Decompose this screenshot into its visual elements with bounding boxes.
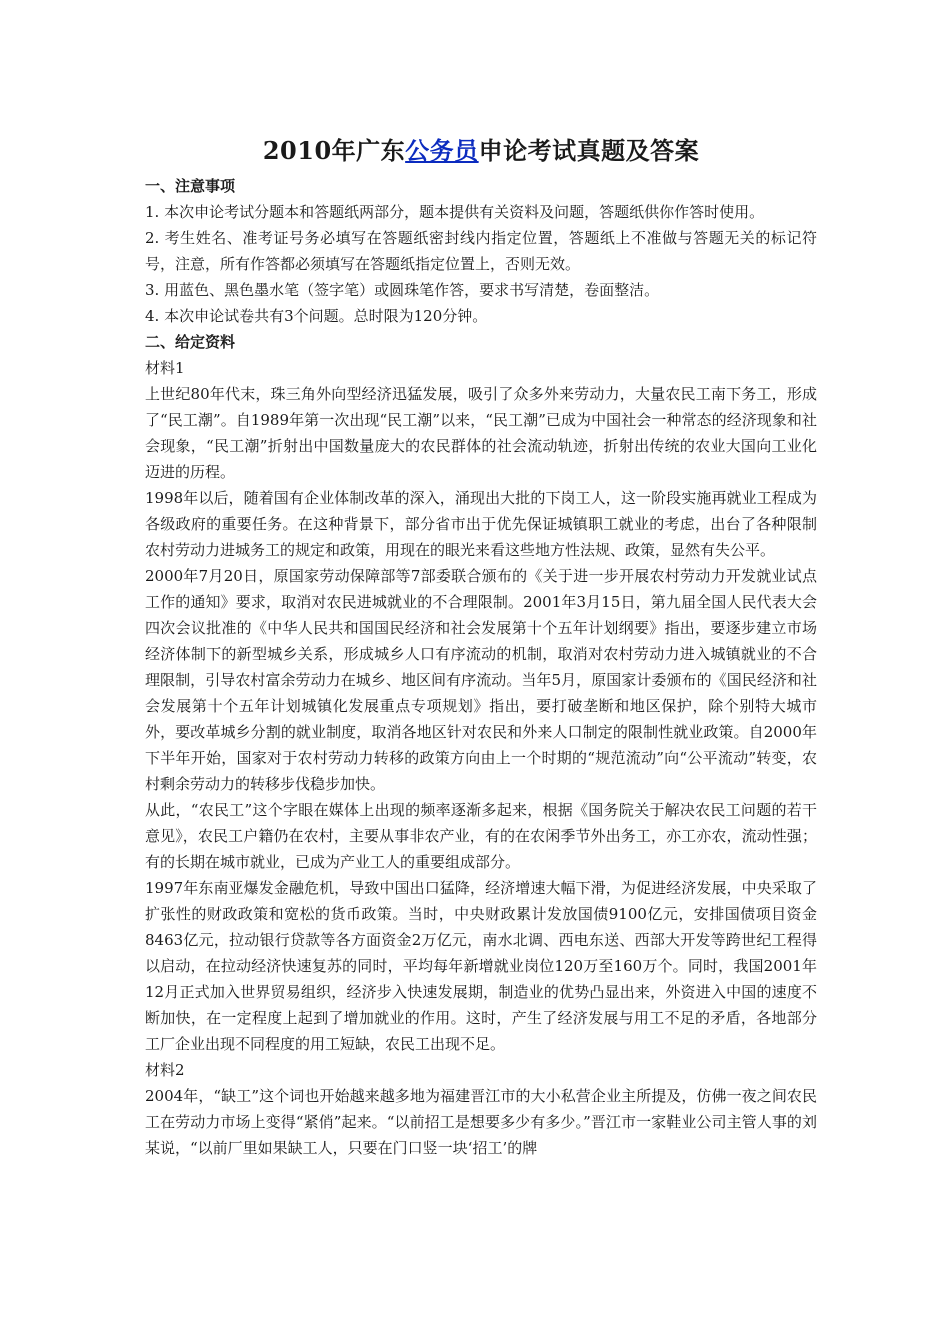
section-heading-materials: 二、给定资料 <box>145 333 236 351</box>
material-1-paragraph-3: 2000年7月20日，原国家劳动保障部等7部委联合颁布的《关于进一步开展农村劳动力开发就业试点工作的通知》要求，取消对农民进城就业的不合理限制。2001年3月15日，第九届全国人民代表大会四次会议批准的《中华人民共和国国民经济和社会发展第十个五年计划纲要》指出，要逐步建立市场经济体制下的新型城乡关系，形成城乡人口有序流动的机制，取消对农村劳动力进入城镇就业的不合理限制，引导农村富余劳动力在城乡、地区间有序流动。当年5月，原国家计委颁布的《国民经济和社会发展第十个五年计划城镇化发展重点专项规划》指出，要打破垄断和地区保护，除个别特大城市外，要改革城乡分割的就业制度，取消各地区针对农民和外来人口制定的限制性就业政策。自2000年下半年开始，国家对于农村劳动力转移的政策方向由上一个时期的“规范流动”向“公平流动”转变，农村剩余劳动力的转移步伐稳步加快。 <box>145 567 817 793</box>
title-prefix: 2010年广东 <box>262 136 406 165</box>
material-2-label: 材料2 <box>145 1061 185 1079</box>
page-title <box>145 133 817 169</box>
note-item-2: 2. 考生姓名、准考证号务必填写在答题纸密封线内指定位置，答题纸上不准做与答题无关的标记符号，注意，所有作答都必须填写在答题纸指定位置上，否则无效。 <box>145 229 817 273</box>
material-2-paragraph-1: 2004年，“缺工”这个词也开始越来越多地为福建晋江市的大小私营企业主所提及，仿佛一夜之间农民工在劳动力市场上变得“紧俏”起来。“以前招工是想要多少有多少。”晋江市一家鞋业公司主管人事的刘某说，“以前厂里如果缺工人，只要在门口竖一块‘招工’的牌 <box>145 1087 817 1157</box>
note-item-3: 3. 用蓝色、黑色墨水笔（签字笔）或圆珠笔作答，要求书写清楚，卷面整洁。 <box>145 281 660 299</box>
material-1-paragraph-1: 上世纪80年代末，珠三角外向型经济迅猛发展，吸引了众多外来劳动力，大量农民工南下务工，形成了“民工潮”。自1989年第一次出现“民工潮”以来，“民工潮”已成为中国社会一种常态的经济现象和社会现象，“民工潮”折射出中国数量庞大的农民群体的社会流动轨迹，折射出传统的农业大国向工业化迈进的历程。 <box>145 385 817 481</box>
material-1-paragraph-2: 1998年以后，随着国有企业体制改革的深入，涌现出大批的下岗工人，这一阶段实施再就业工程成为各级政府的重要任务。在这种背景下，部分省市出于优先保证城镇职工就业的考虑，出台了各种限制农村劳动力进城务工的规定和政策，用现在的眼光来看这些地方性法规、政策，显然有失公平。 <box>145 489 817 559</box>
section-heading-notes: 一、注意事项 <box>145 177 236 195</box>
document-body <box>145 133 817 1161</box>
title-link-civil-servant[interactable]: 公务员 <box>405 136 479 165</box>
material-1-label: 材料1 <box>145 359 185 377</box>
material-1-paragraph-5: 1997年东南亚爆发金融危机，导致中国出口猛降，经济增速大幅下滑，为促进经济发展，中央采取了扩张性的财政政策和宽松的货币政策。当时，中央财政累计发放国债9100亿元，安排国债项目资金8463亿元，拉动银行贷款等各方面资金2万亿元，南水北调、西电东送、西部大开发等跨世纪工程得以启动，在拉动经济快速复苏的同时，平均每年新增就业岗位120万至160万个。同时，我国2001年12月正式加入世界贸易组织，经济步入快速发展期，制造业的优势凸显出来，外资进入中国的速度不断加快，在一定程度上起到了增加就业的作用。这时，产生了经济发展与用工不足的矛盾，各地部分工厂企业出现不同程度的用工短缺，农民工出现不足。 <box>145 879 817 1053</box>
note-item-4: 4. 本次申论试卷共有3个问题。总时限为120分钟。 <box>145 307 488 325</box>
material-1-paragraph-4: 从此，“农民工”这个字眼在媒体上出现的频率逐渐多起来，根据《国务院关于解决农民工问题的若干意见》，农民工户籍仍在农村，主要从事非农产业，有的在农闲季节外出务工，亦工亦农，流动性强；有的长期在城市就业，已成为产业工人的重要组成部分。 <box>145 801 817 871</box>
title-suffix: 申论考试真题及答案 <box>478 136 700 165</box>
note-item-1: 1. 本次申论考试分题本和答题纸两部分，题本提供有关资料及问题，答题纸供你作答时使用。 <box>145 203 765 221</box>
